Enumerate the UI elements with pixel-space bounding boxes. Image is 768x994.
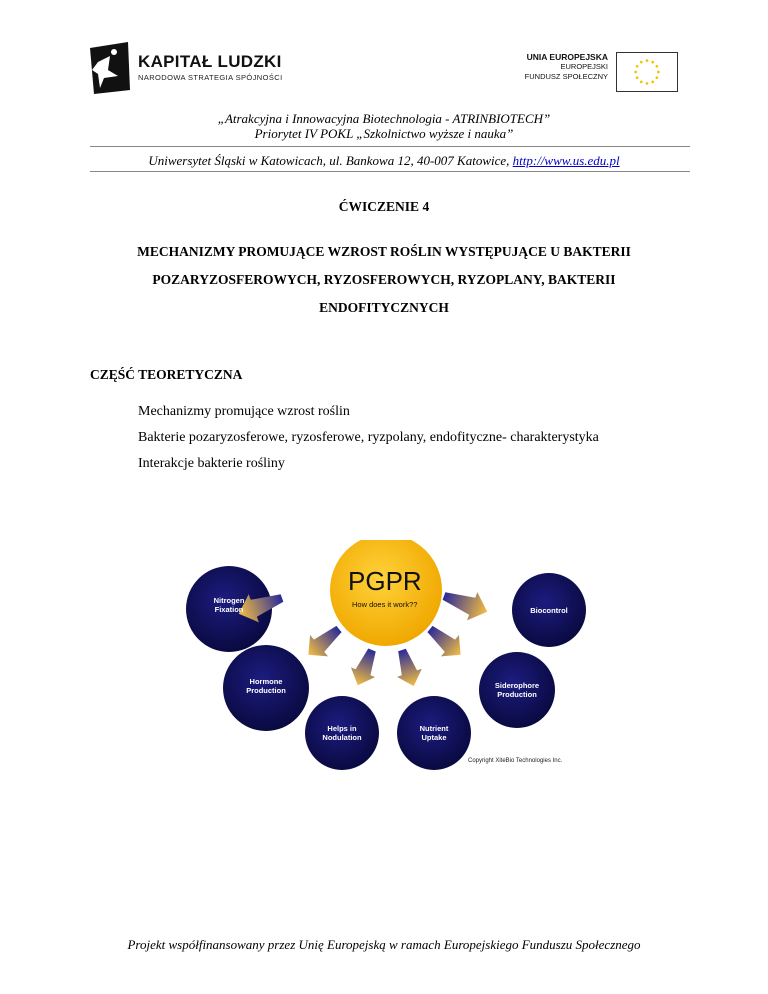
arrow-to-hormone (299, 618, 348, 665)
eu-line-3: FUNDUSZ SPOŁECZNY (524, 72, 608, 81)
arrow-to-nodulation (346, 645, 384, 690)
label-biocontrol: Biocontrol (530, 606, 568, 615)
title-line-2: POZARYZOSFEROWYCH, RYZOSFEROWYCH, RYZOPLANY, BAKTERII (152, 272, 616, 287)
eu-star (640, 81, 643, 84)
eu-star (651, 81, 654, 84)
kapital-ludzki-title: KAPITAŁ LUDZKI (138, 52, 282, 71)
eu-star (656, 65, 659, 68)
eu-star (657, 71, 660, 74)
section-heading: CZĘŚĆ TEORETYCZNA (90, 367, 243, 382)
eu-star (636, 76, 639, 79)
header-divider-bottom (90, 171, 690, 172)
title-line-3: ENDOFITYCZNYCH (319, 300, 449, 315)
eu-flag-icon (616, 52, 678, 92)
eu-logo (506, 52, 678, 92)
header-divider-top (90, 146, 690, 147)
eu-star (636, 65, 639, 68)
diagram-copyright: Copyright XiteBio Technologies Inc. (468, 758, 563, 764)
eu-star (634, 71, 637, 74)
exercise-heading: ĆWICZENIE 4 (338, 199, 430, 214)
label-nitrogen-fixation: Nitrogen Fixation (213, 596, 245, 614)
exercise-title (60, 238, 708, 322)
eu-star (646, 82, 649, 85)
eu-star (646, 59, 649, 62)
university-link[interactable]: http://www.us.edu.pl (512, 153, 620, 168)
topic-item-3: Interakcje bakterie rośliny (138, 456, 285, 471)
kapital-ludzki-logo (88, 42, 132, 94)
kapital-ludzki-subtitle: NARODOWA STRATEGIA SPÓJNOŚCI (138, 73, 283, 82)
eu-line-2: EUROPEJSKI (560, 62, 608, 71)
eu-text (525, 52, 608, 82)
topic-item-2: Bakterie pozaryzosferowe, ryzosferowe, ryzpolany, endofityczne- charakterystyka (138, 430, 599, 445)
eu-line-1: UNIA EUROPEJSKA (526, 52, 608, 62)
label-nutrient-uptake: Nutrient Uptake (419, 724, 449, 742)
pgpr-subtitle: How does it work?? (352, 600, 418, 609)
label-helps-in-nodulation: Helps in Nodulation (322, 724, 362, 742)
project-line-2: Priorytet IV POKL „Szkolnictwo wyższe i nauka” (254, 126, 514, 141)
eu-star (640, 61, 643, 64)
arrow-to-biocontrol (439, 582, 492, 626)
pgpr-diagram (186, 540, 586, 770)
pgpr-title: PGPR (348, 566, 422, 596)
title-line-1: MECHANIZMY PROMUJĄCE WZROST ROŚLIN WYSTĘPUJĄCE U BAKTERII (137, 244, 631, 259)
project-line-1: „Atrakcyjna i Innowacyjna Biotechnologia - ATRINBIOTECH” (217, 111, 551, 126)
label-hormone-production: Hormone Production (246, 677, 286, 695)
address-text: Uniwersytet Śląski w Katowicach, ul. Bankowa 12, 40-007 Katowice, (148, 153, 513, 168)
eu-star (651, 61, 654, 64)
address-line (0, 153, 768, 169)
topic-item-1: Mechanizmy promujące wzrost roślin (138, 404, 350, 419)
label-siderophore-production: Siderophore Production (494, 681, 540, 699)
footer-text: Projekt współfinansowany przez Unię Europejską w ramach Europejskiego Funduszu Społecznego (127, 937, 641, 952)
eu-star (656, 76, 659, 79)
arrow-to-nutrient (390, 646, 426, 690)
